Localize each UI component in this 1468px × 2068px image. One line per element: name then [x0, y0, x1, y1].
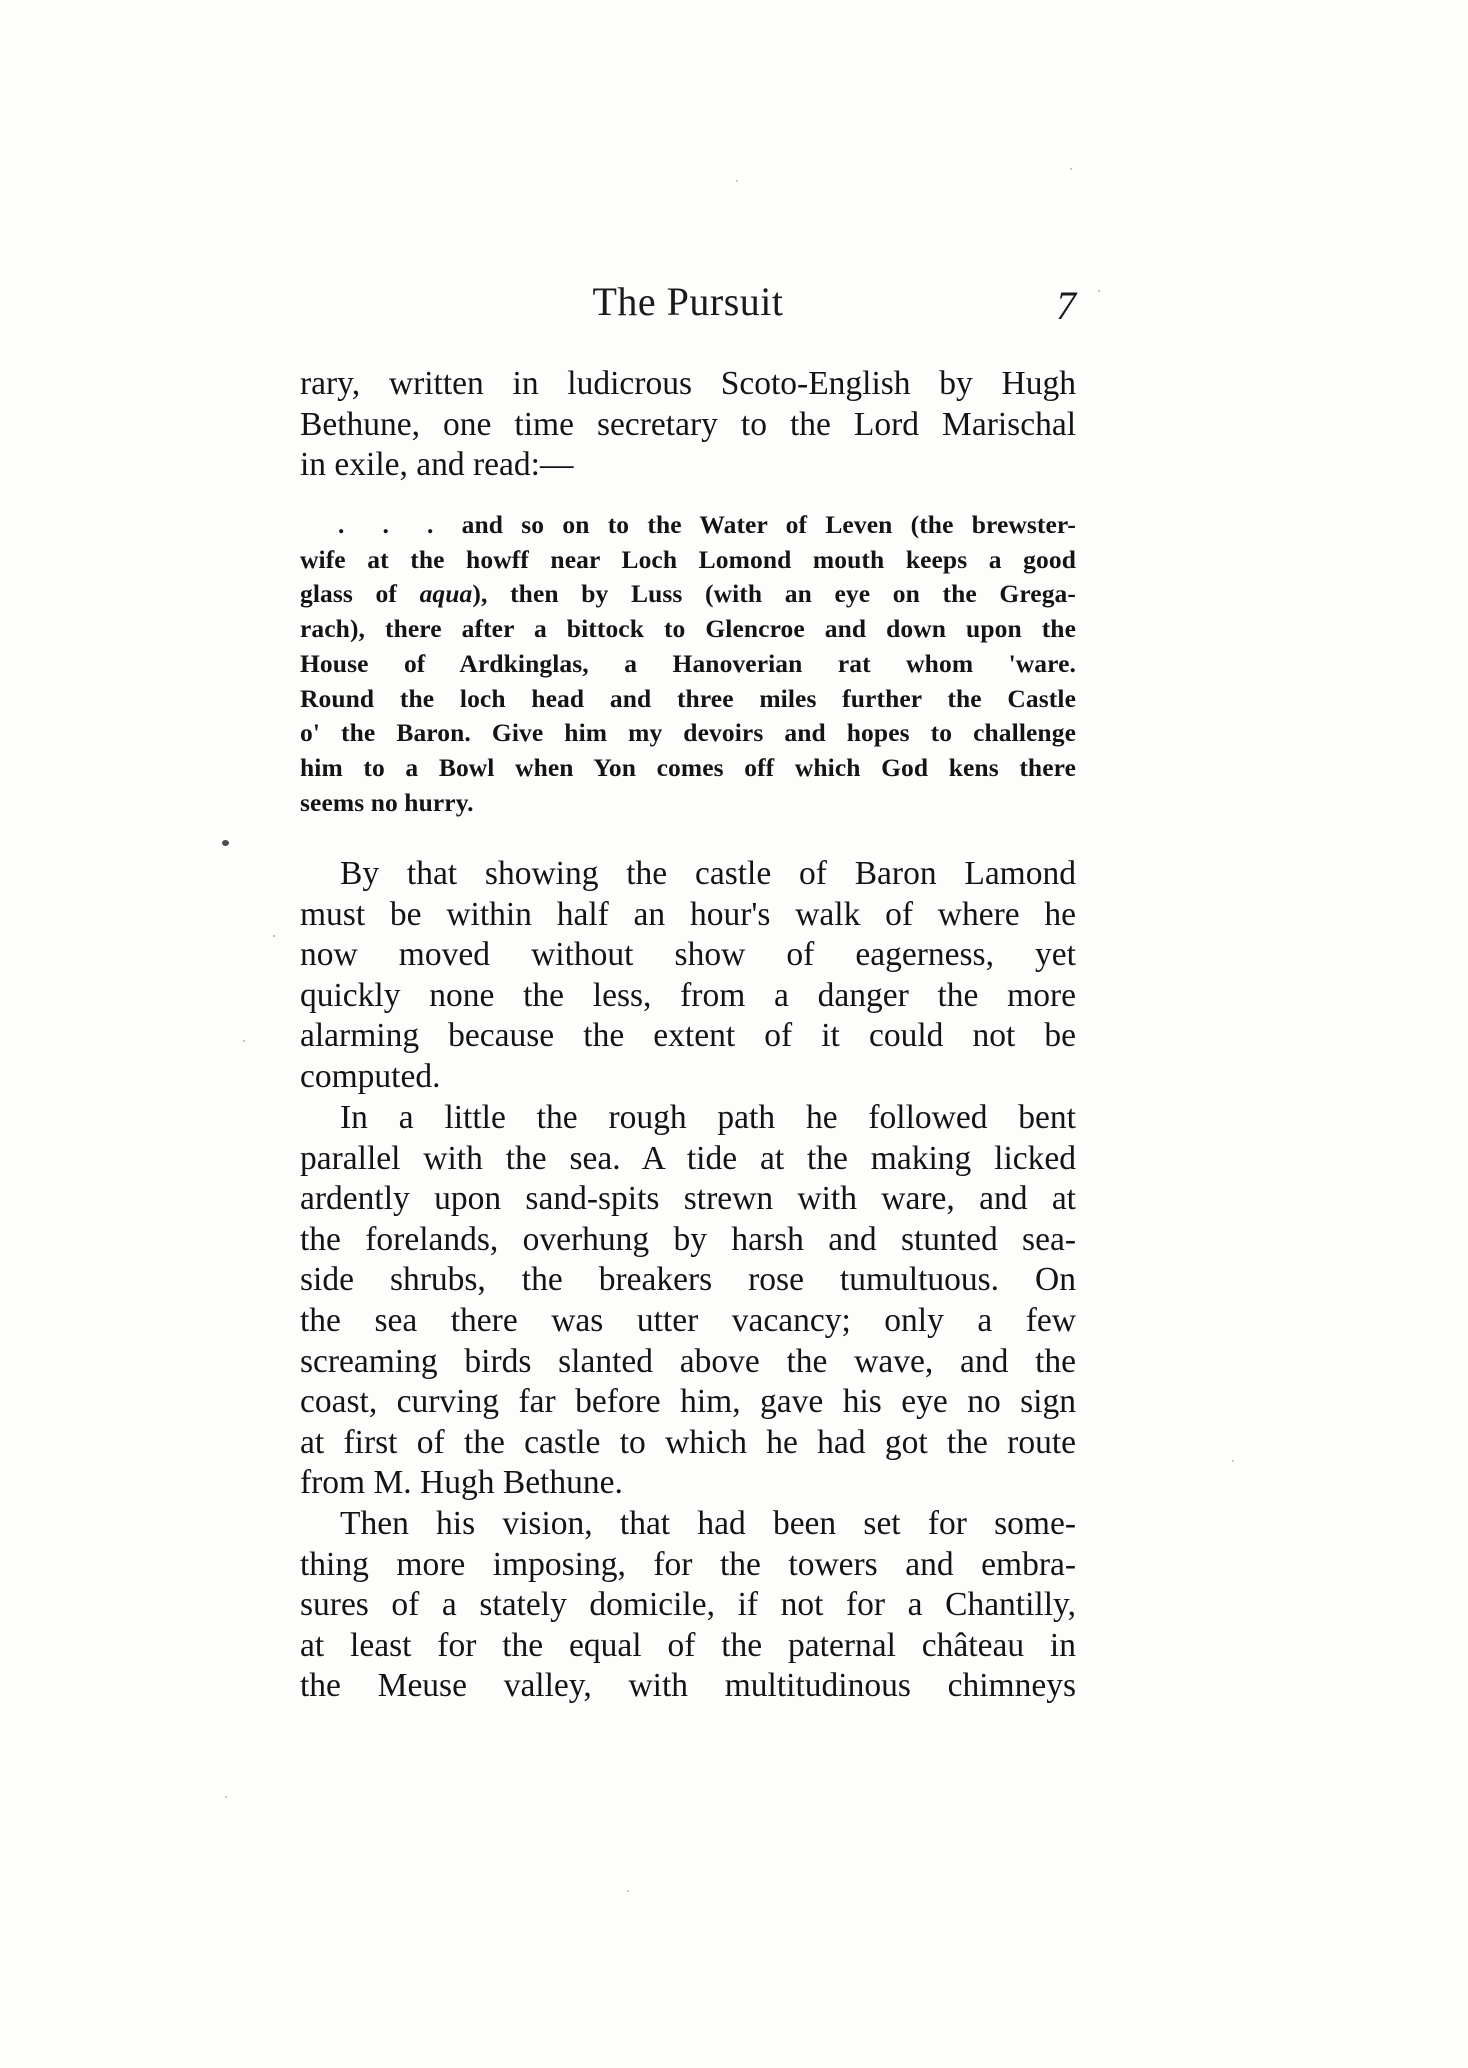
text-line: parallel with the sea. A tide at the making licked: [300, 1139, 1076, 1177]
extract-line-text: glass of: [300, 579, 420, 609]
text-line: screaming birds slanted above the wave, and the: [300, 1342, 1076, 1380]
scan-speck: [1098, 290, 1100, 292]
extract-line: him to a Bowl when Yon comes off which God kens there: [300, 752, 1076, 782]
scan-speck: [243, 1040, 245, 1042]
text-line: computed.: [300, 1057, 441, 1095]
text-line: the forelands, overhung by harsh and stunted sea-: [300, 1220, 1076, 1258]
extract-line: [300, 508, 1076, 543]
text-line: Then his vision, that had been set for some-: [340, 1505, 1076, 1542]
extract-line: o' the Baron. Give him my devoirs and hopes to challenge: [300, 718, 1076, 748]
scan-speck: [225, 1796, 227, 1798]
text-line: alarming because the extent of it could not be: [300, 1017, 1076, 1055]
scan-speck: [1070, 168, 1072, 170]
text-line: By that showing the castle of Baron Lamond: [340, 855, 1076, 892]
text-line: the Meuse valley, with multitudinous chimneys: [300, 1667, 1076, 1705]
extract-line: seems no hurry.: [300, 787, 474, 817]
text-line: rary, written in ludicrous Scoto-English by Hugh: [300, 365, 1076, 402]
page-header: [300, 278, 1076, 338]
text-line: must be within half an hour's walk of where he: [300, 895, 1076, 933]
ellipsis-dots: . . .: [338, 510, 444, 539]
running-head: The Pursuit: [592, 279, 784, 324]
extract-line: [300, 577, 1076, 612]
scan-speck: [736, 180, 738, 182]
opening-paragraph: [300, 364, 1076, 486]
extract-line: rach), there after a bittock to Glencroe and down upon the: [300, 614, 1076, 644]
paragraph: [300, 854, 1076, 1098]
text-line: In a little the rough path he followed bent: [340, 1099, 1076, 1136]
scan-speck: [273, 935, 275, 937]
text-line: now moved without show of eagerness, yet: [300, 936, 1076, 974]
text-line: at least for the equal of the paternal château in: [300, 1626, 1076, 1664]
text-line: sures of a stately domicile, if not for a Chantilly,: [300, 1586, 1076, 1624]
text-line: at first of the castle to which he had got the route: [300, 1423, 1076, 1461]
text-line: thing more imposing, for the towers and embra-: [300, 1545, 1076, 1583]
extract-line: House of Ardkinglas, a Hanoverian rat whom 'ware.: [300, 648, 1076, 678]
text-line: from M. Hugh Bethune.: [300, 1464, 623, 1502]
text-line: side shrubs, the breakers rose tumultuous. On: [300, 1261, 1076, 1299]
scan-speck: [222, 840, 229, 846]
text-line: in exile, and read:—: [300, 446, 574, 484]
paragraph: [300, 1098, 1076, 1504]
page-number: 7: [1056, 283, 1076, 328]
extract-line: wife at the howff near Loch Lomond mouth keeps a good: [300, 544, 1076, 574]
paragraph: [300, 1504, 1076, 1707]
text-line: Bethune, one time secretary to the Lord Marischal: [300, 405, 1076, 443]
italic-word: aqua: [419, 579, 473, 609]
extract-line-text: and so on to the Water of Leven (the brewster-: [461, 510, 1076, 539]
text-line: ardently upon sand-spits strewn with ware, and at: [300, 1180, 1076, 1218]
text-line: coast, curving far before him, gave his eye no sign: [300, 1383, 1076, 1421]
scan-speck: [1232, 1460, 1234, 1462]
quoted-extract: [300, 508, 1076, 820]
text-line: quickly none the less, from a danger the more: [300, 976, 1076, 1014]
extract-line-text: ), then by Luss (with an eye on the Grega-: [472, 579, 1077, 609]
extract-line: Round the loch head and three miles further the Castle: [300, 683, 1076, 713]
text-line: the sea there was utter vacancy; only a few: [300, 1301, 1076, 1339]
scan-speck: [627, 1890, 629, 1892]
